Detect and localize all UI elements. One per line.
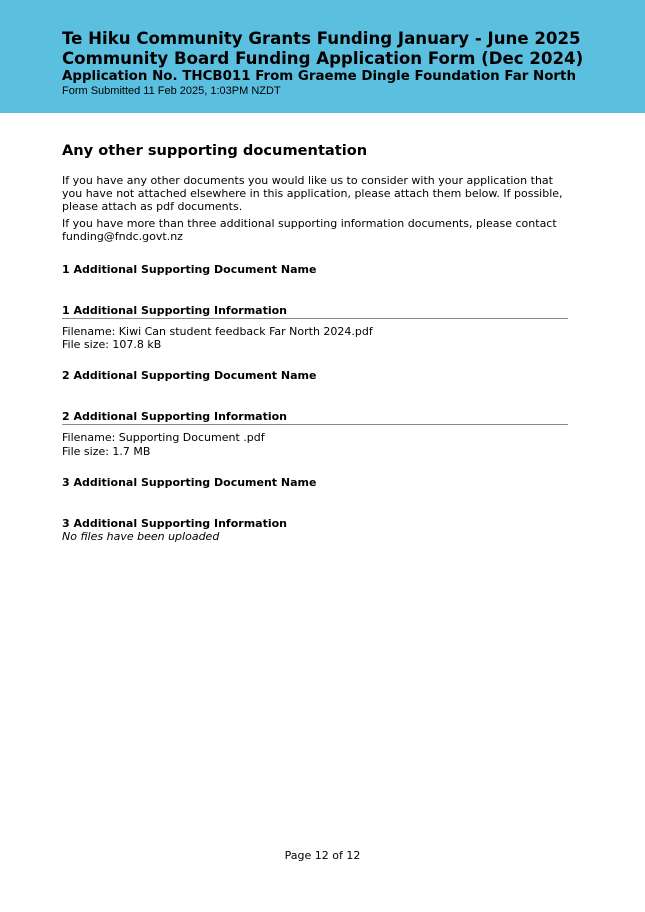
intro-paragraph: If you have any other documents you would like us to consider with your application that you have not attached elsewhere in this application, please attach them below. If possible, please attach as pdf documents. (62, 174, 563, 214)
document-1-name-value (62, 276, 568, 304)
document-1-file-info (62, 325, 568, 351)
submission-timestamp: Form Submitted 11 Feb 2025, 1:03PM NZDT (62, 85, 281, 97)
document-3-no-files-notice: No files have been uploaded (62, 529, 220, 543)
document-1-filename: Filename: Kiwi Can student feedback Far North 2024.pdf (62, 325, 373, 339)
document-1-info-label: 1 Additional Supporting Information (62, 304, 568, 319)
form-title-line-1: Te Hiku Community Grants Funding January - June 2025 (62, 29, 581, 48)
document-2-filename: Filename: Supporting Document .pdf (62, 431, 265, 445)
document-3-info-label: 3 Additional Supporting Information (62, 516, 287, 530)
main-content (62, 142, 568, 543)
document-2-filesize: File size: 1.7 MB (62, 444, 151, 458)
page-number: Page 12 of 12 (284, 849, 361, 862)
document-3-name-label: 3 Additional Supporting Document Name (62, 475, 317, 489)
document-1-name-label: 1 Additional Supporting Document Name (62, 263, 317, 277)
document-2-name-value (62, 382, 568, 410)
document-1-filesize: File size: 107.8 kB (62, 338, 162, 352)
header-text-block (62, 29, 625, 98)
page-header (0, 0, 645, 113)
application-number: Application No. THCB011 From Graeme Dingle Foundation Far North (62, 69, 576, 84)
document-2-file-info (62, 431, 568, 457)
form-title-line-2: Community Board Funding Application Form (Dec 2024) (62, 49, 584, 68)
document-2-name-label: 2 Additional Supporting Document Name (62, 369, 317, 383)
contact-paragraph: If you have more than three additional supporting information documents, please contact funding@fndc.govt.nz (62, 216, 557, 243)
document-3-name-value (62, 489, 568, 517)
document-2-info-label: 2 Additional Supporting Information (62, 410, 568, 425)
section-title: Any other supporting documentation (62, 142, 368, 159)
